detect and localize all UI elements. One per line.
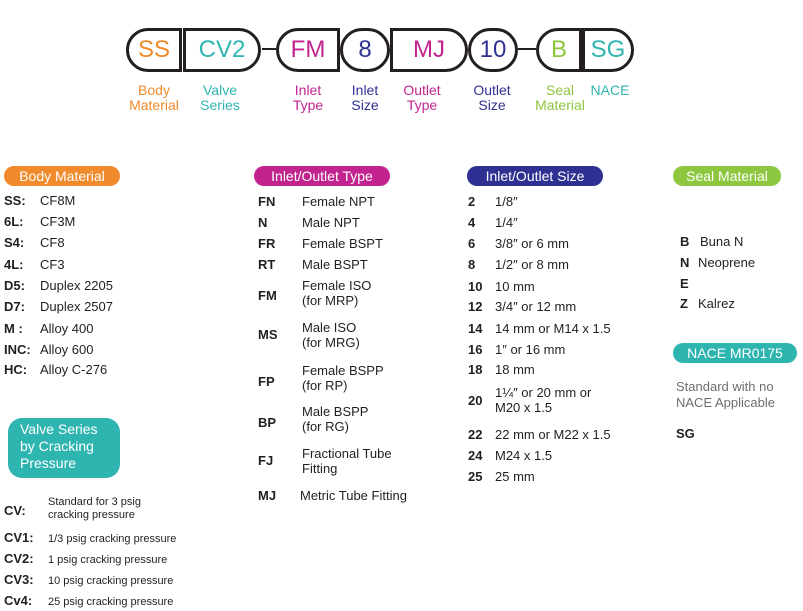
item-key: CV: [4,503,26,518]
item-key: FJ [258,453,274,468]
list-item [468,321,611,336]
item-value: 1/8″ [495,194,518,209]
item-value: 18 mm [495,362,535,377]
item-key: 12 [468,299,483,314]
label-body-material [122,83,186,113]
list-item [680,276,698,291]
value-line: Female ISO [302,278,372,293]
list-item [258,488,407,503]
item-value [302,363,384,393]
list-item [468,469,535,484]
list-item [468,448,552,463]
item-value: 3/8″ or 6 mm [495,236,569,251]
item-key: 18 [468,362,483,377]
code-body-material-text: SS [137,36,170,63]
item-key: FM [258,288,277,303]
label-line: Inlet [351,82,379,98]
header-line: Valve Series [20,421,98,437]
code-nace-box [582,28,634,72]
item-value: CF3M [40,214,76,229]
value-line: Male BSPP [302,404,369,419]
item-key: E [680,276,689,291]
item-value: Female BSPT [302,236,383,251]
label-line: Size [351,97,379,113]
item-value: 3/4″ or 12 mm [495,299,577,314]
item-key: N [258,215,268,230]
item-value [302,278,371,308]
list-item [258,194,375,209]
item-value [48,496,141,522]
item-key: CV2: [4,551,34,566]
code-inlet-size-box [340,28,390,72]
item-key: 4L: [4,257,24,272]
list-item [468,215,518,230]
list-item [468,279,535,294]
note-line: NACE Applicable [676,395,775,410]
item-value: 25 psig cracking pressure [48,596,174,608]
label-inlet-type [280,83,336,113]
label-line: Material [129,97,179,113]
label-line: NACE [590,82,630,98]
item-value: Buna N [700,234,744,249]
item-value: 1″ or 16 mm [495,342,566,357]
nace-header: NACE MR0175 [673,343,797,363]
item-value: Duplex 2507 [40,299,113,314]
value-line: Fitting [302,461,338,476]
item-value: Alloy C-276 [40,362,108,377]
item-value: Neoprene [698,255,756,270]
item-value: 25 mm [495,469,535,484]
list-item [258,215,360,230]
list-item [468,362,535,377]
nace-sg-code: SG [676,426,695,441]
item-key: 6L: [4,214,24,229]
item-key: 6 [468,236,476,251]
code-inlet-size-text: 8 [358,36,372,63]
item-key: CV3: [4,572,34,587]
item-key: B [680,234,690,249]
seal-material-header: Seal Material [673,166,781,186]
item-key: 16 [468,342,483,357]
value-line: M20 x 1.5 [495,400,553,415]
list-item [4,193,75,208]
list-item [468,194,518,209]
value-line: (for MRG) [302,335,360,350]
item-key: M : [4,321,23,336]
item-value: CF8 [40,235,65,250]
code-outlet-type-box [390,28,468,72]
list-item [4,214,75,229]
label-line: Seal [545,82,575,98]
value-line: Female BSPP [302,363,384,378]
label-line: Inlet [294,82,322,98]
list-item [680,234,743,249]
code-seal-material-text: B [550,36,567,63]
list-item [4,551,167,567]
label-line: Type [406,97,438,113]
item-value [302,404,368,434]
value-line: cracking pressure [48,509,135,521]
body-material-header: Body Material [4,166,120,186]
list-item [680,296,735,311]
item-key: RT [258,257,276,272]
list-item [468,299,576,314]
inlet-outlet-size-header: Inlet/Outlet Size [467,166,603,186]
label-line: Outlet [403,82,441,98]
item-value: CF8M [40,193,76,208]
item-value [302,320,360,350]
item-key: S4: [4,235,25,250]
item-key: FR [258,236,276,251]
list-item [4,593,173,609]
item-key: SS: [4,193,26,208]
valve-series-header [8,418,120,478]
label-outlet-type [394,83,450,113]
item-key: 2 [468,194,476,209]
label-valve-series [188,83,252,113]
item-value: Male BSPT [302,257,368,272]
code-body-material-box [126,28,182,72]
item-value: 22 mm or M22 x 1.5 [495,427,611,442]
item-key: INC: [4,342,31,357]
item-key: MS [258,327,278,342]
header-line: by Cracking [20,438,94,454]
list-item [258,236,383,251]
label-seal-material [528,83,592,113]
item-key: CV1: [4,530,34,545]
code-valve-series-text: CV2 [198,36,246,63]
item-key: FP [258,374,275,389]
item-key: FN [258,194,276,209]
list-item [4,299,113,314]
value-line: Fractional Tube [302,446,392,461]
item-value: 10 mm [495,279,535,294]
item-key: MJ [258,488,277,503]
code-dash [262,48,276,50]
list-item [468,257,569,272]
item-value: Male NPT [302,215,360,230]
item-value: Metric Tube Fitting [300,488,407,503]
item-value [302,446,392,476]
label-nace [586,83,634,98]
item-key: 10 [468,279,483,294]
item-value: 1 psig cracking pressure [48,554,168,566]
list-item [468,427,611,442]
value-line: (for MRP) [302,293,359,308]
value-line: (for RP) [302,378,348,393]
item-key: HC: [4,362,28,377]
item-key: Cv4: [4,593,33,608]
item-key: BP [258,415,277,430]
item-key: Z [680,296,688,311]
code-valve-series-box [183,28,261,72]
item-value: Alloy 400 [40,321,94,336]
item-value: 1/4″ [495,215,518,230]
item-key: 4 [468,215,476,230]
item-value: M24 x 1.5 [495,448,553,463]
item-value [495,385,591,415]
header-line: Pressure [20,455,77,471]
item-value: Kalrez [698,296,735,311]
list-item [468,236,569,251]
item-key: 8 [468,257,476,272]
item-value: CF3 [40,257,65,272]
inlet-outlet-type-header: Inlet/Outlet Type [254,166,390,186]
item-value: Duplex 2205 [40,278,113,293]
value-line: Male ISO [302,320,357,335]
item-key: 14 [468,321,483,336]
item-key: N [680,255,690,270]
list-item [258,257,368,272]
list-item [4,278,113,293]
code-seal-material-box [536,28,582,72]
list-item [4,257,65,272]
list-item [680,255,755,270]
label-line: Type [292,97,324,113]
item-key: 24 [468,448,483,463]
code-inlet-type-box [276,28,340,72]
list-item [4,321,93,336]
item-key: 20 [468,393,483,408]
item-key: 22 [468,427,483,442]
label-line: Material [535,97,585,113]
list-item [4,572,173,588]
label-line: Outlet [473,82,511,98]
label-line: Size [478,97,506,113]
list-item [4,362,107,377]
value-line: Standard for 3 psig [48,496,141,508]
item-key: 25 [468,469,483,484]
code-outlet-size-text: 10 [479,36,507,63]
label-inlet-size [340,83,390,113]
item-value: Alloy 600 [40,342,94,357]
label-line: Series [200,97,240,113]
list-item [468,342,565,357]
value-line: (for RG) [302,419,349,434]
code-inlet-type-text: FM [290,36,326,63]
value-line: 1¼″ or 20 mm or [495,385,592,400]
item-value: 10 psig cracking pressure [48,575,174,587]
item-value: 1/3 psig cracking pressure [48,533,177,545]
list-item [4,235,65,250]
item-value: 14 mm or M14 x 1.5 [495,321,611,336]
item-key: D5: [4,278,25,293]
list-item [4,342,93,357]
item-key: D7: [4,299,25,314]
list-item [4,530,176,546]
code-dash [518,48,536,50]
label-outlet-size [462,83,522,113]
item-value: 1/2″ or 8 mm [495,257,569,272]
item-value: Female NPT [302,194,375,209]
code-nace-text: SG [590,36,626,63]
code-outlet-size-box [468,28,518,72]
nace-standard-note [676,379,775,411]
label-line: Valve [203,82,237,98]
label-line: Body [138,82,170,98]
code-outlet-type-text: MJ [413,36,445,63]
note-line: Standard with no [676,379,774,394]
